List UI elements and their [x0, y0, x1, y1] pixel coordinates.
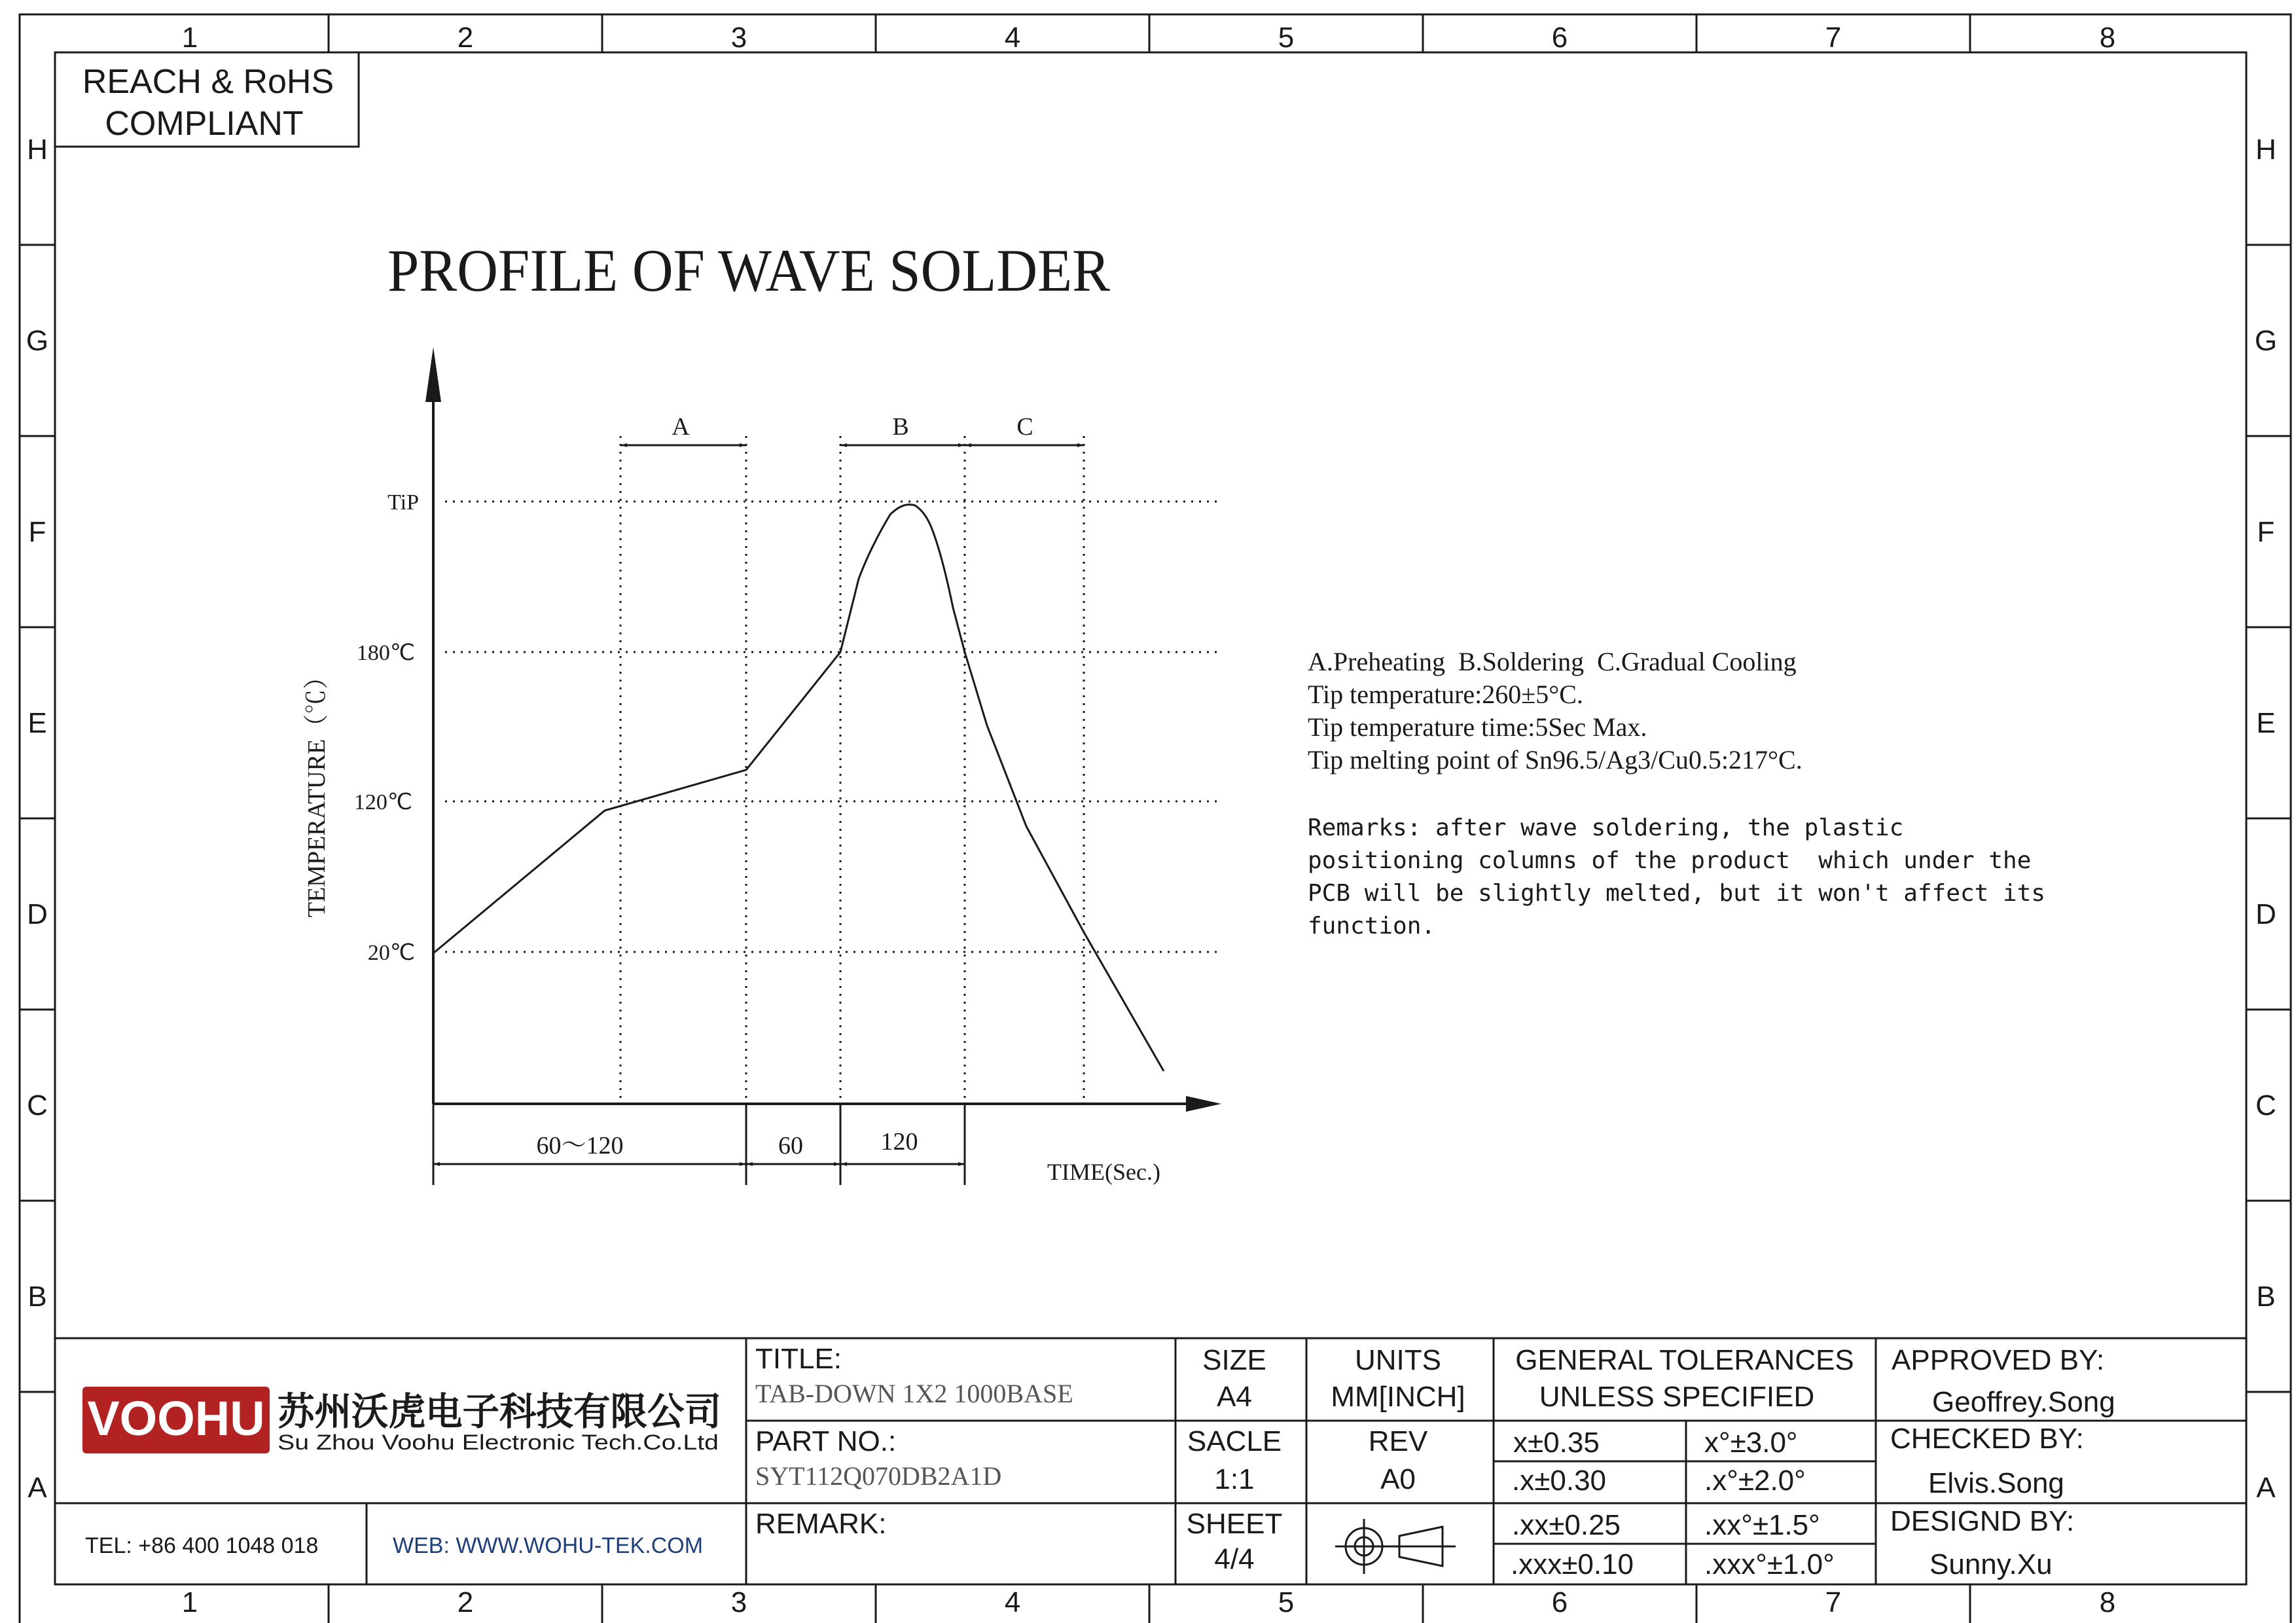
part-value: SYT112Q070DB2A1D — [755, 1461, 1002, 1491]
col-label: 5 — [1278, 22, 1295, 54]
web-link[interactable]: WEB: WWW.WOHU-TEK.COM — [393, 1533, 704, 1558]
projection-symbol — [1335, 1519, 1456, 1574]
y-axis-arrowhead — [425, 347, 441, 402]
rev-label: REV — [1368, 1425, 1428, 1457]
note-line: Tip melting point of Sn96.5/Ag3/Cu0.5:217°C. — [1308, 745, 1803, 775]
row-label: E — [2256, 707, 2276, 739]
size-label: SIZE — [1202, 1344, 1266, 1376]
note-line: A.Preheating B.Soldering C.Gradual Cooling — [1308, 647, 1797, 676]
label-20: 20℃ — [367, 941, 415, 965]
tolerance-linear: x±0.35 — [1513, 1427, 1600, 1459]
y-axis-label: TEMPERATURE（℃） — [303, 664, 331, 918]
row-label: H — [2255, 134, 2276, 166]
compliance-line-2: COMPLIANT — [105, 105, 304, 143]
title-value: TAB-DOWN 1X2 1000BASE — [755, 1379, 1073, 1408]
phase-b-label: B — [892, 413, 909, 441]
sheet-info — [1187, 1344, 1465, 1575]
col-label: 3 — [730, 22, 747, 54]
approved-label: APPROVED BY: — [1892, 1344, 2105, 1376]
diagram-title: PROFILE OF WAVE SOLDER — [387, 237, 1111, 304]
duration-b-label: 60 — [778, 1132, 803, 1159]
duration-c-label: 120 — [880, 1128, 918, 1156]
phase-labels — [672, 413, 1033, 441]
sheet-value: 4/4 — [1214, 1543, 1255, 1575]
row-label: F — [2257, 516, 2275, 548]
sheet-label: SHEET — [1186, 1508, 1283, 1540]
col-label: 4 — [1004, 22, 1021, 54]
x-axis-arrowhead — [1186, 1096, 1221, 1112]
checked-value: Elvis.Song — [1928, 1467, 2064, 1499]
outer-border — [20, 14, 2291, 1623]
row-label: D — [27, 898, 48, 930]
row-label: C — [2255, 1089, 2276, 1122]
col-label: 1 — [181, 22, 198, 54]
note-line: Tip temperature time:5Sec Max. — [1308, 712, 1647, 742]
compliance-line-1: REACH & RoHS — [82, 63, 334, 101]
phase-a-label: A — [672, 413, 690, 441]
tolerance-header-1: GENERAL TOLERANCES — [1515, 1344, 1854, 1376]
tel-text: TEL: +86 400 1048 018 — [85, 1533, 319, 1558]
scale-value: 1:1 — [1214, 1463, 1255, 1495]
col-label: 7 — [1825, 22, 1842, 54]
compliance-box — [55, 52, 359, 147]
col-label: 3 — [730, 1586, 747, 1618]
temperature-profile-curve — [433, 505, 1164, 1071]
col-label: 8 — [2099, 22, 2116, 54]
duration-a-label: 60～120 — [536, 1132, 624, 1159]
checked-label: CHECKED BY: — [1890, 1423, 2084, 1455]
duration-labels — [536, 1128, 918, 1159]
axes — [425, 347, 1221, 1112]
tip-label: TiP — [387, 490, 419, 515]
phase-c-label: C — [1016, 413, 1033, 441]
units-label: UNITS — [1355, 1344, 1441, 1376]
tolerance-angular: .xxx°±1.0° — [1704, 1548, 1835, 1580]
part-label: PART NO.: — [755, 1425, 897, 1457]
row-label: G — [2254, 325, 2278, 357]
remark-line: function. — [1308, 913, 1436, 939]
remark-label: REMARK: — [755, 1508, 887, 1540]
row-label: D — [2255, 898, 2276, 930]
designed-label: DESIGND BY: — [1890, 1505, 2075, 1537]
scale-label: SACLE — [1187, 1425, 1282, 1457]
approved-value: Geoffrey.Song — [1932, 1386, 2115, 1418]
size-value: A4 — [1217, 1381, 1252, 1413]
row-label: B — [27, 1281, 47, 1313]
company-name-cn: 苏州沃虎电子科技有限公司 — [278, 1391, 721, 1433]
col-label: 2 — [457, 22, 474, 54]
title-fields — [755, 1343, 1073, 1540]
row-label: C — [27, 1089, 48, 1122]
remark-line: PCB will be slightly melted, but it won't affect its — [1308, 880, 2046, 907]
row-label: A — [27, 1472, 47, 1504]
row-label: G — [26, 325, 49, 357]
col-label: 5 — [1278, 1586, 1295, 1618]
approvals — [1890, 1344, 2115, 1580]
col-label: 4 — [1004, 1586, 1021, 1618]
process-notes — [1308, 647, 1803, 775]
col-label: 2 — [457, 1586, 474, 1618]
tolerance-angular: .xx°±1.5° — [1704, 1509, 1820, 1541]
rev-value: A0 — [1380, 1463, 1416, 1495]
label-120: 120℃ — [353, 790, 412, 814]
tolerance-linear: .xx±0.25 — [1512, 1509, 1621, 1541]
tolerance-angular: .x°±2.0° — [1704, 1465, 1806, 1497]
row-label: H — [27, 134, 48, 166]
sheet-frame — [20, 14, 2291, 1623]
row-label: F — [28, 516, 46, 548]
logo-text: VOOHU — [87, 1391, 265, 1446]
company-logo — [82, 1387, 270, 1453]
row-label: A — [2256, 1472, 2276, 1504]
col-label: 6 — [1551, 22, 1568, 54]
col-label: 6 — [1551, 1586, 1568, 1618]
row-label: B — [2256, 1281, 2276, 1313]
y-level-labels — [354, 490, 419, 965]
units-value: MM[INCH] — [1331, 1381, 1465, 1413]
company-name-en: Su Zhou Voohu Electronic Tech.Co.Ltd — [278, 1431, 719, 1454]
temperature-level-lines — [445, 501, 1221, 952]
designed-value: Sunny.Xu — [1929, 1548, 2053, 1580]
remarks-notes — [1308, 814, 2045, 939]
tolerance-angular: x°±3.0° — [1704, 1427, 1798, 1459]
tolerance-linear: .xxx±0.10 — [1511, 1548, 1634, 1580]
remark-line: Remarks: after wave soldering, the plastic — [1308, 814, 1904, 841]
col-label: 7 — [1825, 1586, 1842, 1618]
col-label: 8 — [2099, 1586, 2116, 1618]
note-line: Tip temperature:260±5°C. — [1308, 680, 1583, 709]
row-label: E — [27, 707, 47, 739]
label-180: 180℃ — [356, 641, 415, 665]
remark-line: positioning columns of the product which under the — [1308, 847, 2032, 874]
phase-boundary-lines — [620, 436, 1084, 1104]
tolerance-header-2: UNLESS SPECIFIED — [1539, 1381, 1815, 1413]
x-axis-label: TIME(Sec.) — [1047, 1159, 1160, 1185]
col-label: 1 — [181, 1586, 198, 1618]
tolerance-linear: .x±0.30 — [1512, 1465, 1607, 1497]
title-label: TITLE: — [755, 1343, 842, 1375]
row-ticks — [20, 245, 2291, 1392]
